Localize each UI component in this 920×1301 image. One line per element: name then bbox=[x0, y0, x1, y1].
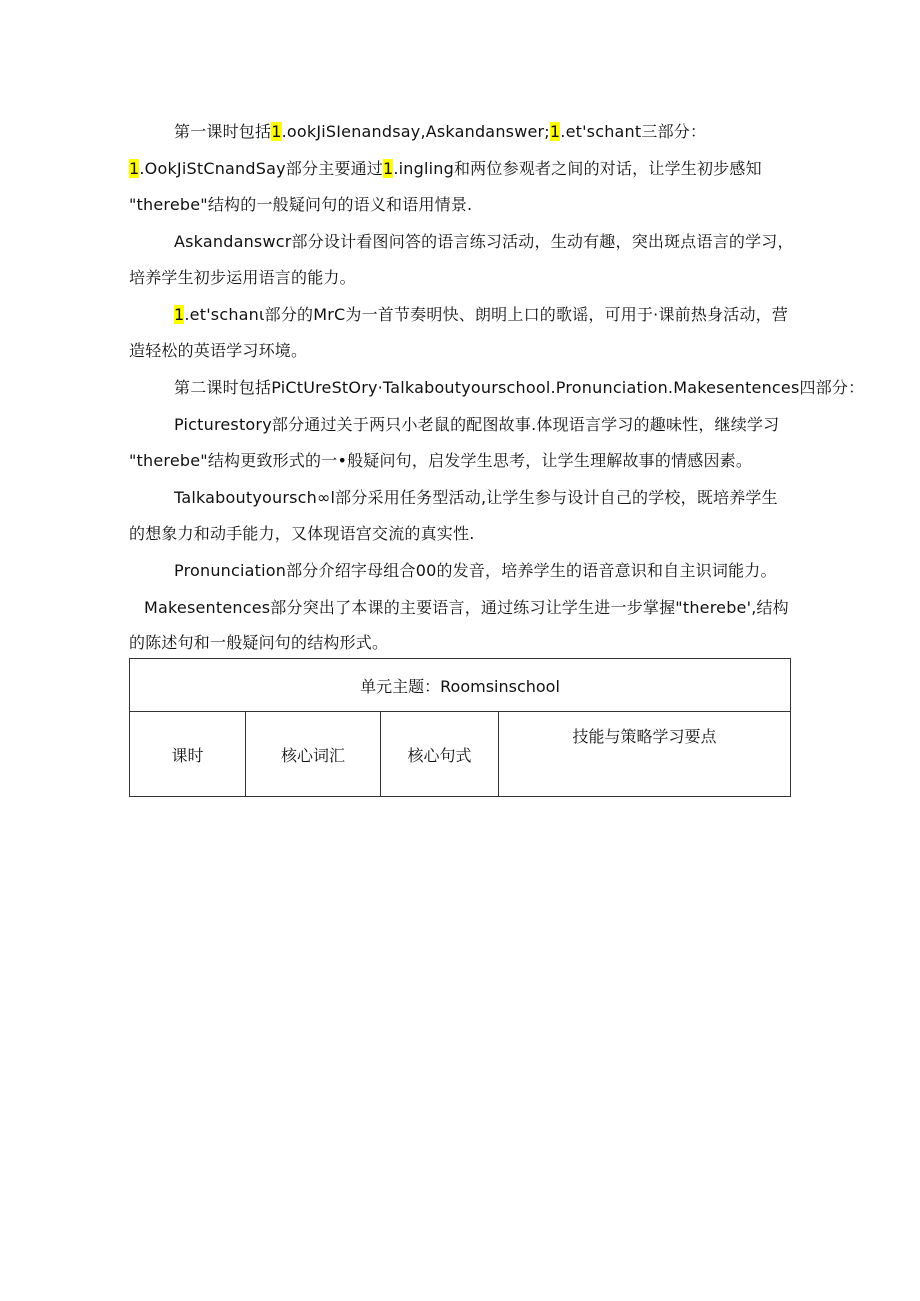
header-core-vocabulary: 核心词汇 bbox=[246, 712, 381, 797]
unit-table bbox=[129, 658, 791, 797]
text-run: .ingling和两位参观者之间的对话，让学生初步感知 bbox=[393, 159, 762, 178]
header-skills-strategies: 技能与策略学习要点 bbox=[499, 712, 791, 797]
highlighted-text: 1 bbox=[549, 122, 561, 141]
paragraph-line: "therebe"结构的一般疑问句的语义和语用情景. bbox=[129, 195, 473, 214]
paragraph-talk-about: Talkaboutyoursch∞l部分采用任务型活动,让学生参与设计自己的学校，既培养学生 bbox=[174, 488, 778, 507]
text-run: .OokJiStCnandSay部分主要通过 bbox=[139, 159, 383, 178]
paragraph-lesson2-intro: 第二课时包括PiCtUreStOry·Talkaboutyourschool.Pronunciation.Makesentences四部分： bbox=[174, 378, 865, 397]
paragraph-line: "therebe"结构更致形式的一•般疑问句，启发学生思考，让学生理解故事的情感因素。 bbox=[129, 451, 753, 470]
paragraph-line: 的陈述句和一般疑问句的结构形式。 bbox=[129, 633, 389, 652]
paragraph-lesson1-intro bbox=[174, 121, 706, 143]
header-core-sentences: 核心句式 bbox=[381, 712, 499, 797]
paragraph-picture-story: Picturestory部分通过关于两只小老鼠的配图故事.体现语言学习的趣味性，继续学习 bbox=[174, 415, 780, 434]
highlighted-text: 1 bbox=[129, 159, 140, 178]
paragraph-line: 培养学生初步运用语言的能力。 bbox=[129, 268, 356, 287]
text-run: .ookJiSIenandsay,Askandanswer; bbox=[281, 122, 550, 141]
paragraph-line: 的想象力和动手能力，又体现语宫交流的真实性. bbox=[129, 524, 475, 543]
paragraph-look-listen bbox=[129, 158, 762, 180]
paragraph-make-sentences: Makesentences部分突出了本课的主要语言，通过练习让学生进一步掌握"therebe',结构 bbox=[144, 598, 789, 617]
paragraph-chant bbox=[174, 304, 788, 326]
text-run: 第一课时包括 bbox=[174, 122, 272, 141]
header-lesson: 课时 bbox=[130, 712, 246, 797]
highlighted-text: 1 bbox=[271, 122, 282, 141]
paragraph-ask-answer: Askandanswcr部分设计看图问答的语言练习活动，生动有趣，突出斑点语言的学习， bbox=[174, 232, 794, 251]
text-run: .et'schant三部分： bbox=[560, 122, 707, 141]
paragraph-line: 造轻松的英语学习环境。 bbox=[129, 341, 308, 360]
text-run: .et'schanι部分的MrC为一首节奏明快、朗明上口的歌谣，可用于·课前热身活动，营 bbox=[184, 305, 789, 324]
paragraph-pronunciation: Pronunciation部分介绍字母组合00的发音，培养学生的语音意识和自主识词能力。 bbox=[174, 561, 777, 580]
highlighted-text: 1 bbox=[174, 305, 185, 324]
table-title-cell: 单元主题：Roomsinschool bbox=[130, 659, 791, 712]
highlighted-text: 1 bbox=[382, 159, 394, 178]
